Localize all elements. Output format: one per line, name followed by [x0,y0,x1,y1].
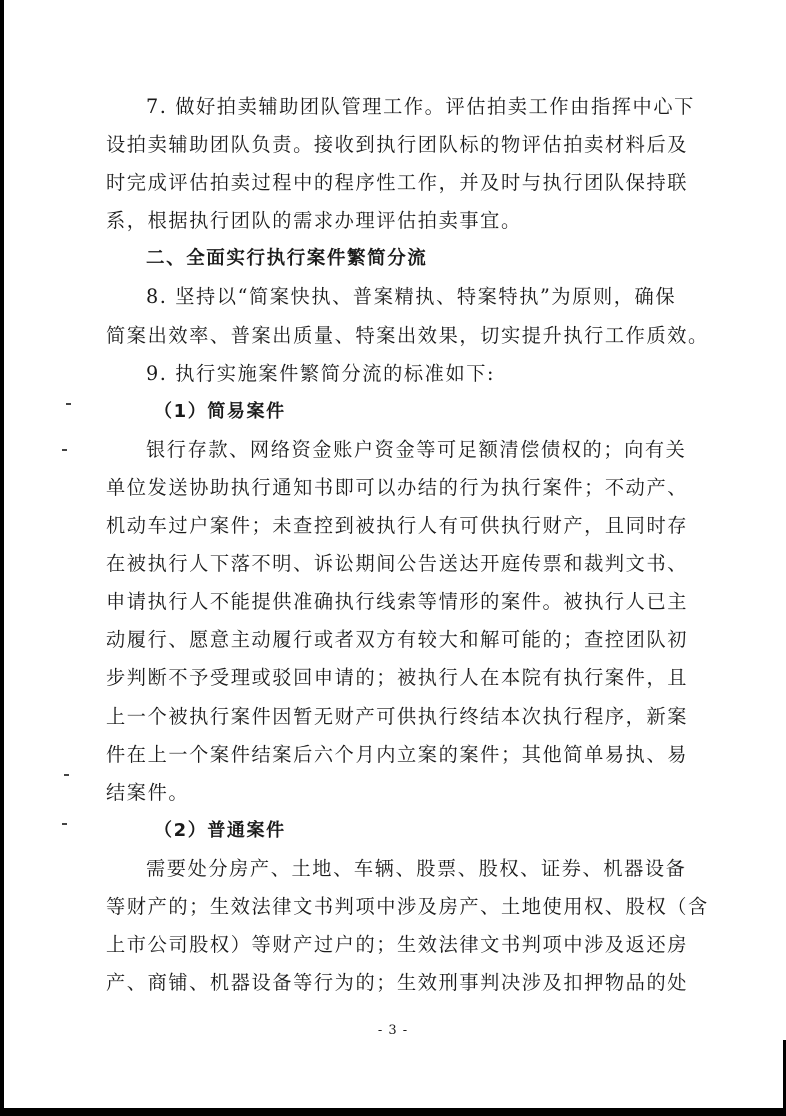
paragraph-line: 7. 做好拍卖辅助团队管理工作。评估拍卖工作由指挥中心下 [146,95,695,118]
paragraph-line: 银行存款、网络资金账户资金等可足额清偿债权的；向有关 [146,437,687,461]
paragraph-line: 简案出效率、普案出质量、特案出效果，切实提升执行工作质效。 [106,323,709,347]
paragraph-line: 件在上一个案件结案后六个月内立案的案件；其他简单易执、易 [106,742,689,766]
paragraph-line: 上一个被执行案件因暂无财产可供执行终结本次执行程序，新案 [106,704,689,728]
binding-mark [62,449,67,451]
binding-mark [62,823,67,825]
subsection-heading: （1）简易案件 [154,400,286,422]
paragraph-line: 机动车过户案件；未查控到被执行人有可供执行财产，且同时存 [106,514,689,538]
paragraph-line: 上市公司股权）等财产过户的；生效法律文书判项中涉及返还房 [106,933,689,957]
paragraph-line: 动履行、愿意主动履行或者双方有较大和解可能的；查控团队初 [106,628,689,652]
binding-mark [66,403,71,405]
paragraph-line: 在被执行人下落不明、诉讼期间公告送达开庭传票和裁判文书、 [106,552,689,576]
paragraph-line: 步判断不予受理或驳回申请的；被执行人在本院有执行案件，且 [106,666,689,690]
subsection-heading: （2）普通案件 [154,819,286,841]
paragraph-line: 9. 执行实施案件繁简分流的标准如下: [146,361,496,385]
paragraph-line: 结案件。 [106,780,190,804]
binding-mark [64,774,69,776]
paragraph-line: 时完成评估拍卖过程中的程序性工作，并及时与执行团队保持联 [106,171,689,195]
paragraph-line: 需要处分房产、土地、车辆、股票、股权、证券、机器设备 [146,856,687,880]
paragraph-line: 等财产的；生效法律文书判项中涉及房产、土地使用权、股权（含 [106,894,709,918]
paragraph-line: 设拍卖辅助团队负责。接收到执行团队标的物评估拍卖材料后及 [106,133,689,157]
paragraph-line: 8. 坚持以“简案快执、普案精执、特案特执”为原则，确保 [146,285,677,309]
paragraph-line: 申请执行人不能提供准确执行线索等情形的案件。被执行人已主 [106,590,689,614]
page-number: - 3 - [377,1023,409,1038]
paragraph-line: 产、商铺、机器设备等行为的；生效刑事判决涉及扣押物品的处 [106,971,689,995]
paragraph-line: 单位发送协助执行通知书即可以办结的行为执行案件；不动产、 [106,475,689,499]
paragraph-line: 系，根据执行团队的需求办理评估拍卖事宜。 [106,209,522,233]
scan-edge-left [0,0,4,1116]
section-heading: 二、全面实行执行案件繁简分流 [146,248,428,270]
scan-edge-bottom [0,1108,786,1116]
document-body [106,88,712,1002]
